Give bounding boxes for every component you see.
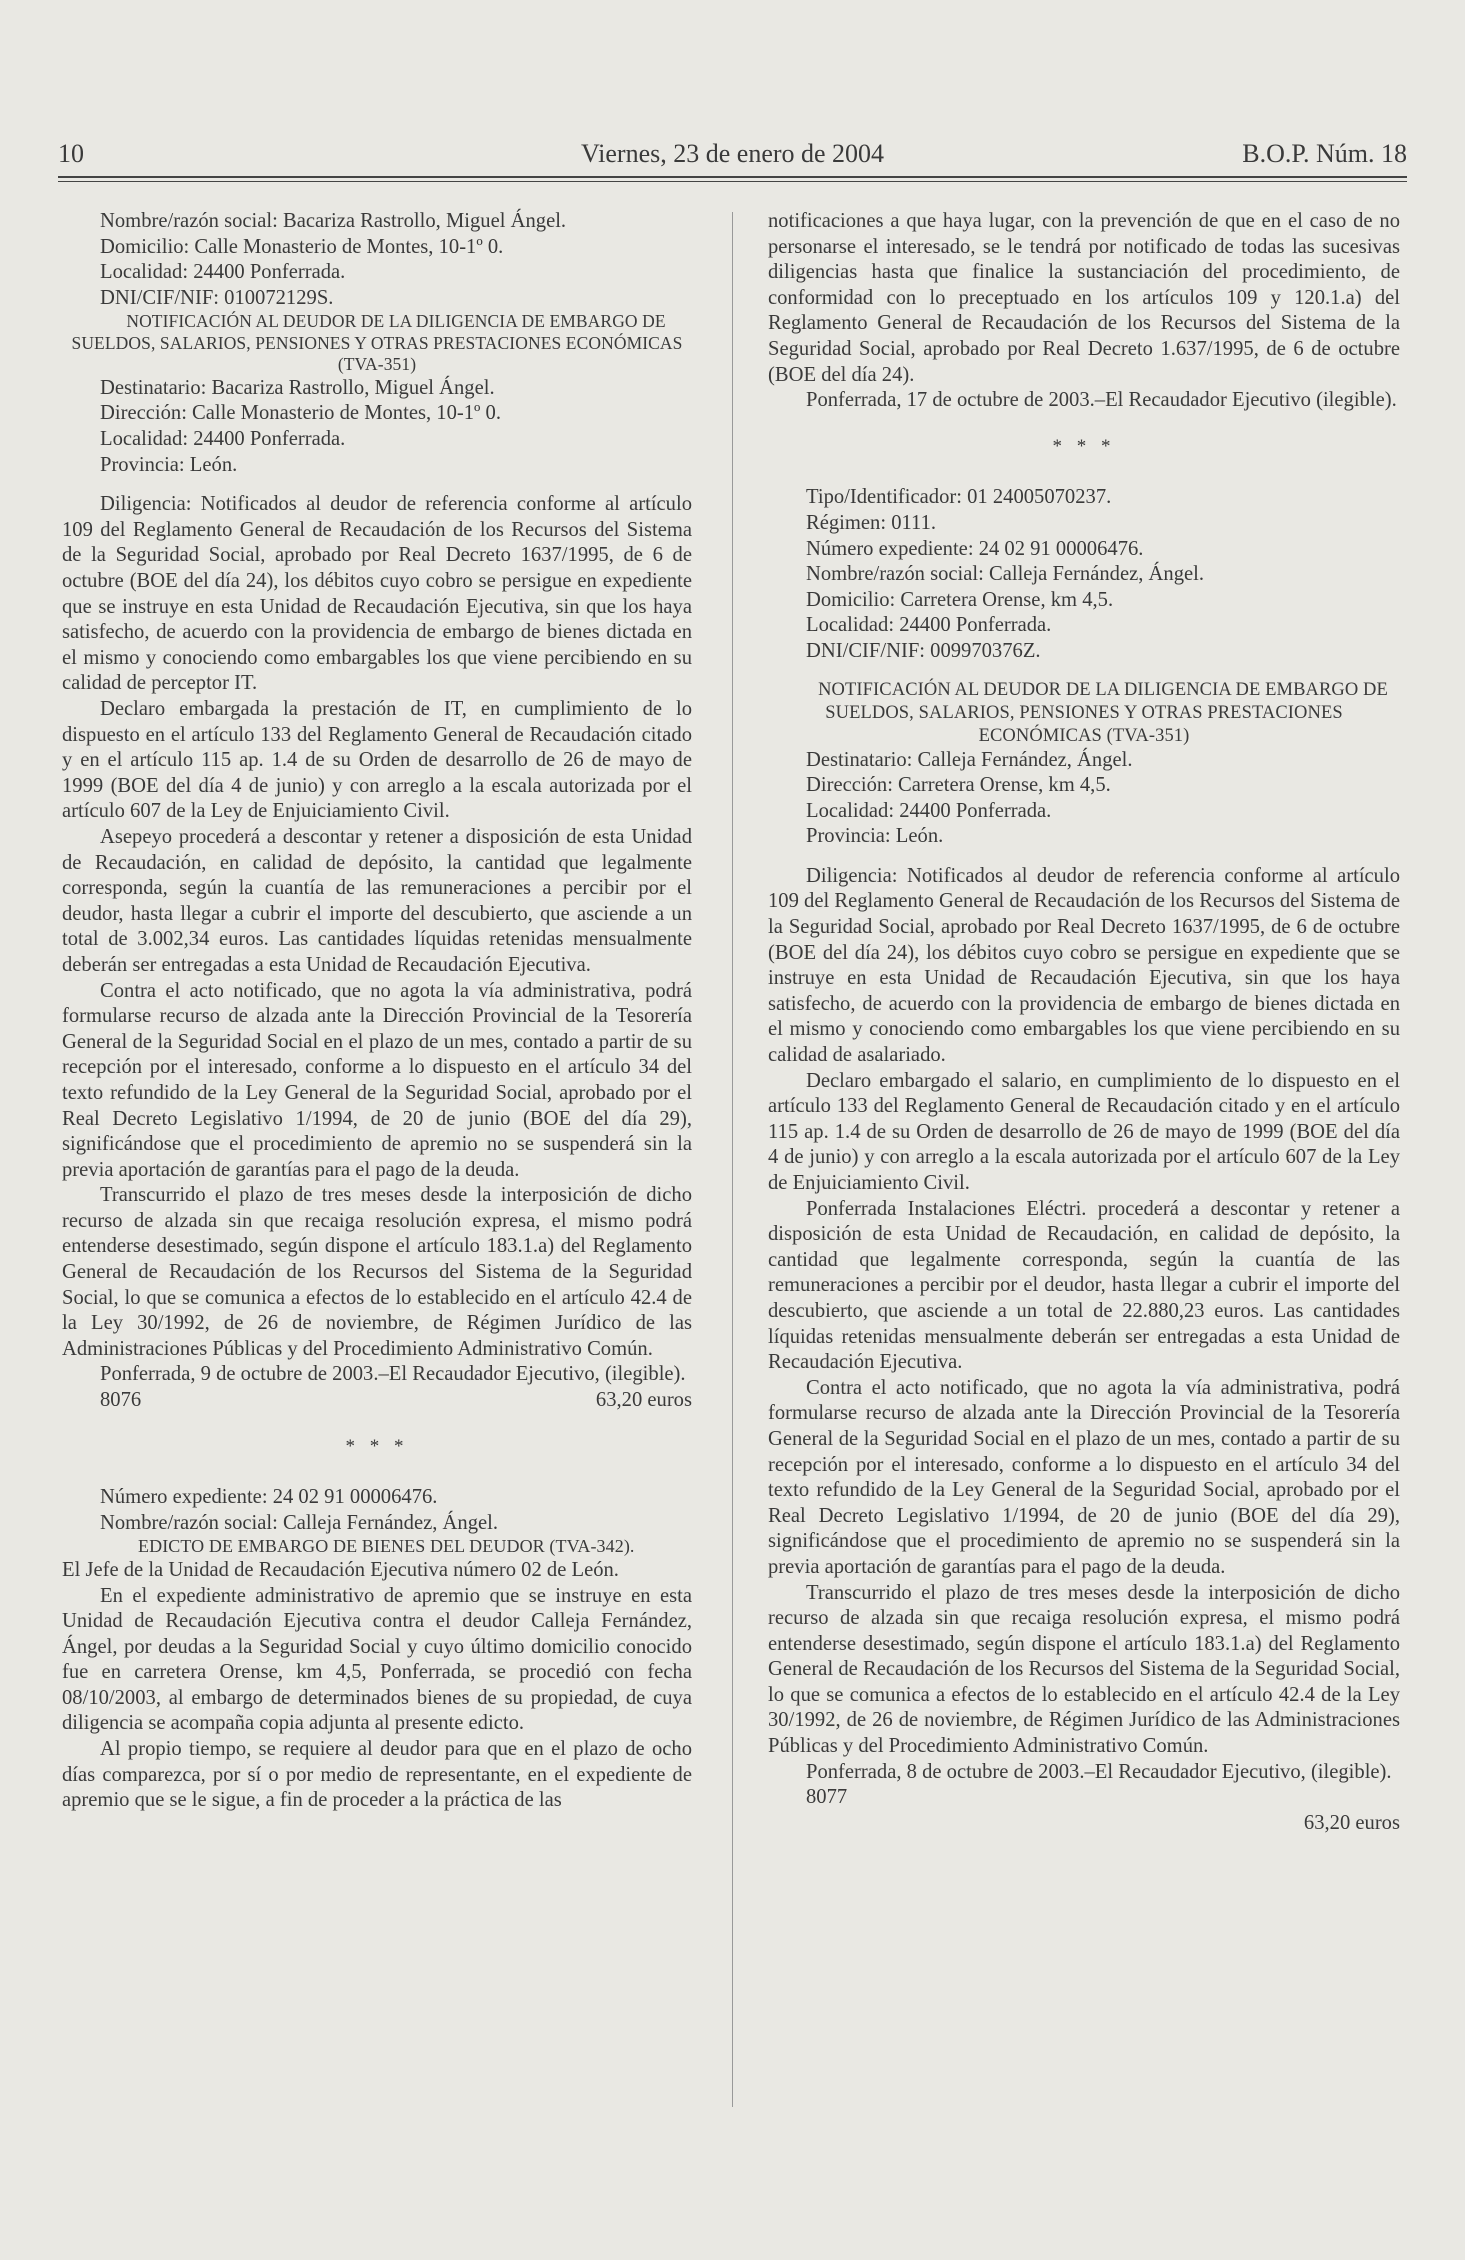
recipient-line: Destinatario: Bacariza Rastrollo, Miguel Ángel. — [100, 376, 495, 399]
paragraph-plazo: Transcurrido el plazo de tres meses desde la interposición de dicho recurso de alzada sin que recaiga resolución expresa, el mismo podrá entenderse desestimado, según dispone el artículo 183.1.a) del Reglamento General de Recaudación de los Recursos del Sistema de la Seguridad Social, lo que se comunica a efectos de lo establecido en el artículo 42.4 de la Ley 30/1992, de 26 de noviembre, de Régimen Jurídico de las Administraciones Públicas y del Procedimiento Administrativo Común. — [62, 1184, 692, 1360]
paragraph-diligencia: Diligencia: Notificados al deudor de referencia conforme al artículo 109 del Reglamento General de Recaudación de los Recursos del Sistema de la Seguridad Social, aprobado por Real Decreto 1637/1995, de 6 de octubre (BOE del día 24), los débitos cuyo cobro se persigue en expediente que se instruye en esta Unidad de Recaudación Ejecutiva, sin que los haya satisfecho, de acuerdo con la providencia de embargo de bienes dictada en el mismo y conociendo como embargables los que viene percibiendo en su calidad de perceptor IT. — [62, 493, 692, 695]
bulletin-number: B.O.P. Núm. 18 — [1242, 139, 1407, 168]
amount: 63,20 euros — [1303, 1811, 1400, 1834]
issue-date: Viernes, 23 de enero de 2004 — [580, 139, 885, 168]
paragraph-declaro: Declaro embargado el salario, en cumplimiento de lo dispuesto en el artículo 133 del Reglamento General de Recaudación citado y en el artículo 115 ap. 1.4 de su Orden de desarrollo de 26 de mayo de 1999 (BOE del día 4 de junio) y con arreglo a la escala autorizada por el artículo 607 de la Ley de Enjuiciamiento Civil. — [768, 1069, 1400, 1194]
left-column — [62, 209, 692, 1814]
debtor-line: Nombre/razón social: Calleja Fernández, Ángel. — [806, 563, 1204, 586]
paragraph-jefe: El Jefe de la Unidad de Recaudación Ejecutiva número 02 de León. — [62, 1558, 619, 1581]
signature-line: Ponferrada, 9 de octubre de 2003.–El Recaudador Ejecutivo, (ilegible). — [100, 1363, 686, 1386]
paragraph-expediente: En el expediente administrativo de apremio que se instruye en esta Unidad de Recaudación Ejecutiva contra el deudor Calleja Fernández, Ángel, por deudas a la Seguridad Social y cuyo último domicilio conocido fue en carretera Orense, km 4,5, Ponferrada, se procedió con fecha 08/10/2003, al embargo de determinados bienes de su propiedad, de cuya diligencia se acompaña copia adjunta al presente edicto. — [62, 1584, 692, 1735]
paragraph-requerimiento: Al propio tiempo, se requiere al deudor para que en el plazo de ocho días comparezca, por sí o por medio de representante, en el expediente de apremio que se le sigue, a fin de proceder a la práctica de las — [62, 1738, 692, 1812]
recipient-block — [768, 748, 1400, 850]
signature-line: Ponferrada, 17 de octubre de 2003.–El Recaudador Ejecutivo (ilegible). — [806, 389, 1397, 412]
paragraph-continuation: notificaciones a que haya lugar, con la prevención de que en el caso de no personarse el interesado, se le tendrá por notificado de todas las sucesivas diligencias hasta que finalice la sustanciación del procedimiento, de conformidad con lo preceptuado en los artículos 109 y 120.1.a) del Reglamento General de Recaudación de los Recursos del Sistema de la Seguridad Social, aprobado por Real Decreto 1.637/1995, de 6 de octubre (BOE del día 24). — [768, 210, 1400, 386]
recipient-line: Localidad: 24400 Ponferrada. — [100, 428, 346, 451]
paragraph-declaro: Declaro embargada la prestación de IT, en cumplimiento de lo dispuesto en el artículo 133 del Reglamento General de Recaudación citado y en el artículo 115 ap. 1.4 de su Orden de desarrollo de 26 de mayo de 1999 (BOE del día 4 de junio) y con arreglo a la escala autorizada por el artículo 607 de la Ley de Enjuiciamiento Civil. — [62, 698, 692, 823]
debtor-line: Domicilio: Calle Monasterio de Montes, 10-1º 0. — [100, 235, 504, 258]
paragraph-empresa: Ponferrada Instalaciones Eléctri. procederá a descontar y retener a disposición de esta Unidad de Recaudación, en calidad de depósito, la cantidad que legalmente corresponda, según la cuantía de las remuneraciones a percibir por el deudor, hasta llegar a cubrir el importe del descubierto, que asciende a un total de 22.880,23 euros. Las cantidades líquidas retenidas mensualmente deberán ser entregadas a esta Unidad de Recaudación Ejecutiva. — [768, 1197, 1400, 1374]
reference-number: 8077 — [806, 1786, 848, 1809]
paragraph-recurso: Contra el acto notificado, que no agota la vía administrativa, podrá formularse recurso de alzada ante la Dirección Provincial de la Tesorería General de la Seguridad Social en el plazo de un mes, contado a partir de su recepción por el interesado, conforme a lo dispuesto en el artículo 34 del texto refundido de la Ley General de la Seguridad Social, aprobado por el Real Decreto Legislativo 1/1994, de 20 de junio (BOE del día 29), significándose que el procedimiento de apremio no se suspenderá sin la previa aportación de garantías para el pago de la deuda. — [768, 1376, 1400, 1578]
debtor-line: Régimen: 0111. — [806, 511, 937, 534]
recipient-block — [62, 376, 692, 478]
page-number: 10 — [58, 139, 84, 168]
debtor-line: Número expediente: 24 02 91 00006476. — [806, 537, 1144, 560]
signature-line: Ponferrada, 8 de octubre de 2003.–El Recaudador Ejecutivo, (ilegible). — [806, 1760, 1392, 1783]
debtor-block — [62, 209, 692, 311]
debtor-line: Nombre/razón social: Bacariza Rastrollo, Miguel Ángel. — [100, 210, 567, 232]
edict-title: EDICTO DE EMBARGO DE BIENES DEL DEUDOR (TVA-342). — [138, 1536, 635, 1557]
separator-stars: * * * — [1052, 435, 1116, 457]
debtor-line: Tipo/Identificador: 01 24005070237. — [806, 486, 1112, 509]
recipient-line: Provincia: León. — [806, 825, 944, 848]
recipient-line: Destinatario: Calleja Fernández, Ángel. — [806, 748, 1133, 771]
right-column — [768, 209, 1400, 1836]
debtor-block — [768, 485, 1400, 664]
paragraph-diligencia: Diligencia: Notificados al deudor de referencia conforme al artículo 109 del Reglamento General de Recaudación de los Recursos del Sistema de la Seguridad Social, aprobado por Real Decreto 1637/1995, de 6 de octubre (BOE del día 24), los débitos cuyo cobro se persigue en expediente que se instruye en esta Unidad de Recaudación Ejecutiva, sin que los haya satisfecho, de acuerdo con la providencia de embargo de bienes dictada en el mismo y conociendo como embargables los que viene percibiendo en su calidad de asalariado. — [768, 864, 1400, 1067]
case-line: Nombre/razón social: Calleja Fernández, Ángel. — [100, 1511, 498, 1534]
recipient-line: Provincia: León. — [100, 453, 238, 476]
recipient-line: Dirección: Carretera Orense, km 4,5. — [806, 774, 1111, 797]
notification-title: NOTIFICACIÓN AL DEUDOR DE LA DILIGENCIA DE EMBARGO DE SUELDOS, SALARIOS, PENSIONES Y OTRAS PRESTACIONES ECONÓMICAS (TVA-351) — [818, 679, 1388, 746]
amount: 63,20 euros — [595, 1389, 692, 1412]
header-rule-thin — [58, 181, 1407, 182]
page-header — [58, 134, 1407, 174]
reference-amount-row — [768, 1785, 1400, 1836]
paragraph-asepeyo: Asepeyo procederá a descontar y retener a disposición de esta Unidad de Recaudación, en calidad de depósito, la cantidad que legalmente corresponda, según la cuantía de las remuneraciones a percibir por el deudor, hasta llegar a cubrir el importe del descubierto, que asciende a un total de 3.002,34 euros. Las cantidades líquidas retenidas mensualmente deberán ser entregadas a esta Unidad de Recaudación Ejecutiva. — [62, 825, 692, 976]
case-block — [62, 1485, 692, 1536]
reference-number: 8076 — [100, 1389, 142, 1412]
paragraph-recurso: Contra el acto notificado, que no agota la vía administrativa, podrá formularse recurso de alzada ante la Dirección Provincial de la Tesorería General de la Seguridad Social en el plazo de un mes, contado a partir de su recepción por el interesado, conforme a lo dispuesto en el artículo 34 del texto refundido de la Ley General de la Seguridad Social, aprobado por el Real Decreto Legislativo 1/1994, de 20 de junio (BOE del día 29), significándose que el procedimiento de apremio no se suspenderá sin la previa aportación de garantías para el pago de la deuda. — [62, 979, 692, 1181]
notification-title: NOTIFICACIÓN AL DEUDOR DE LA DILIGENCIA DE EMBARGO DE SUELDOS, SALARIOS, PENSIONES Y OTRAS PRESTACIONES ECONÓMICAS (TVA-351) — [71, 311, 683, 375]
recipient-line: Localidad: 24400 Ponferrada. — [806, 799, 1052, 822]
recipient-line: Dirección: Calle Monasterio de Montes, 10-1º 0. — [100, 402, 502, 425]
case-line: Número expediente: 24 02 91 00006476. — [100, 1486, 438, 1509]
column-separator — [732, 212, 733, 2107]
paragraph-plazo: Transcurrido el plazo de tres meses desde la interposición de dicho recurso de alzada sin que recaiga resolución expresa, el mismo podrá entenderse desestimado, según dispone el artículo 183.1.a) del Reglamento General de Recaudación de los Recursos del Sistema de la Seguridad Social, lo que se comunica a efectos de lo establecido en el artículo 42.4 de la Ley 30/1992, de 26 de noviembre, de Régimen Jurídico de las Administraciones Públicas y del Procedimiento Administrativo Común. — [768, 1581, 1400, 1758]
reference-amount-row — [62, 1388, 692, 1414]
debtor-line: Localidad: 24400 Ponferrada. — [100, 261, 346, 284]
debtor-line: Domicilio: Carretera Orense, km 4,5. — [806, 588, 1114, 611]
header-rule — [58, 176, 1407, 178]
separator-stars: * * * — [345, 1435, 409, 1457]
debtor-line: DNI/CIF/NIF: 010072129S. — [100, 286, 334, 309]
debtor-line: Localidad: 24400 Ponferrada. — [806, 614, 1052, 637]
debtor-line: DNI/CIF/NIF: 009970376Z. — [806, 639, 1041, 662]
